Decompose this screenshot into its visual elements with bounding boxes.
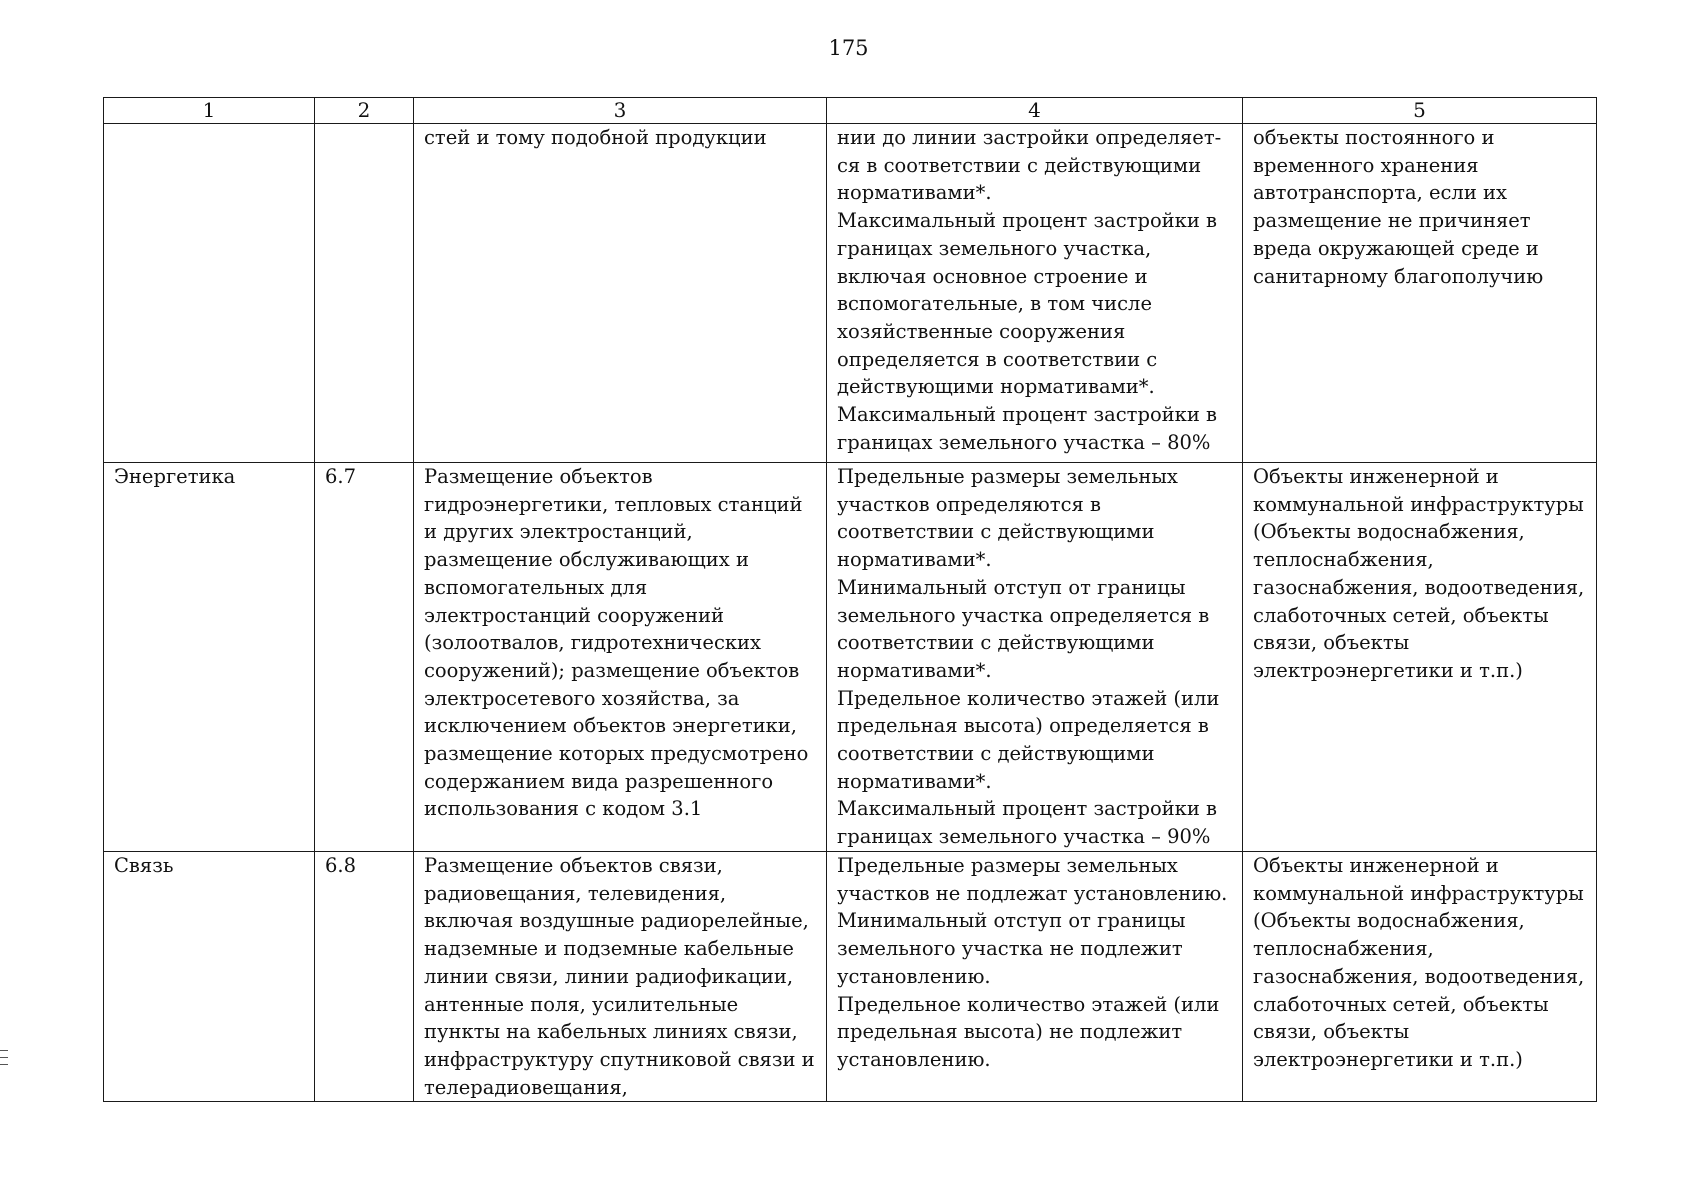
column-header: 3	[414, 98, 827, 124]
parameter-text: Минимальный отступ от границы земельного участка определяется в соответствии с действующими нормативами*.	[837, 575, 1210, 682]
description-text: Размещение объектов гидроэнергетики, тепловых станций и других электростанций, размещение обслуживающих и вспомогательных для электростанций сооружений (золоотвалов, гидротехнических сооружений); размещение объектов электросетевого хозяйства, за исключением объектов энергетики, размещение которых предусмотрено содержанием вида разрешенного использования с кодом 3.1	[424, 465, 809, 821]
page-number: 175	[828, 36, 869, 60]
table-row	[104, 463, 1597, 852]
binding-margin-marks	[0, 1050, 12, 1071]
parameters-cell	[827, 852, 1243, 1102]
parameter-text: нии до линии застройки определяет-ся в соответствии с действующими нормативами*.	[837, 126, 1222, 205]
column-header: 4	[827, 98, 1243, 124]
parameter-text: Предельное количество этажей (или предельная высота) не подлежит установлению.	[837, 992, 1220, 1071]
parameter-text: Минимальный отступ от границы земельного участка не подлежит установлению.	[837, 909, 1186, 988]
parameter-text: Предельные размеры земельных участков определяются в соответствии с действующими нормативами*.	[837, 465, 1178, 572]
use-description-cell	[414, 463, 827, 852]
table-header-row	[104, 98, 1597, 124]
objects-cell	[1243, 852, 1597, 1102]
use-code-cell	[315, 124, 414, 463]
use-description-cell	[414, 852, 827, 1102]
objects-text: объекты постоянного и временного хранения автотранспорта, если их размещение не причиняет вреда окружающей среде и санитарному благополучию	[1253, 126, 1544, 288]
parameter-text: Предельное количество этажей (или предельная высота) определяется в соответствии с действующими нормативами*.	[837, 686, 1220, 793]
column-header: 5	[1243, 98, 1597, 124]
description-text: стей и тому подобной продукции	[424, 126, 767, 149]
parameters-cell	[827, 124, 1243, 463]
parameters-cell	[827, 463, 1243, 852]
use-name-cell	[104, 124, 315, 463]
land-use-table	[103, 97, 1597, 1102]
parameter-text: Максимальный процент застройки в границах земельного участка – 90%	[837, 797, 1218, 849]
parameter-text: Предельные размеры земельных участков не подлежат установлению.	[837, 854, 1228, 905]
table-row	[104, 852, 1597, 1102]
objects-text: Объекты инженерной и коммунальной инфраструктуры (Объекты водоснабжения, теплоснабжения, газоснабжения, водоотведения, слаботочных сетей, объекты связи, объекты электроэнергетики и т.п.)	[1253, 465, 1585, 682]
column-header: 2	[315, 98, 414, 124]
use-code-cell: 6.8	[315, 852, 414, 1102]
use-name-cell: Энергетика	[104, 463, 315, 852]
parameter-text: Максимальный процент застройки в границах земельного участка – 80%	[837, 403, 1218, 454]
objects-cell	[1243, 124, 1597, 463]
objects-cell	[1243, 463, 1597, 852]
use-name-cell: Связь	[104, 852, 315, 1102]
description-text: Размещение объектов связи, радиовещания, телевидения, включая воздушные радиорелейные, надземные и подземные кабельные линии связи, линии радиофикации, антенные поля, усилительные пункты на кабельных линиях связи, инфраструктуру спутниковой связи и телерадиовещания,	[424, 854, 815, 1099]
column-header: 1	[104, 98, 315, 124]
objects-text: Объекты инженерной и коммунальной инфраструктуры (Объекты водоснабжения, теплоснабжения, газоснабжения, водоотведения, слаботочных сетей, объекты связи, объекты электроэнергетики и т.п.)	[1253, 854, 1585, 1071]
table-row	[104, 124, 1597, 463]
parameter-text: Максимальный процент застройки в границах земельного участка, включая основное строение и вспомогательные, в том числе хозяйственные сооружения определяется в соответствии с действующими нормативами*.	[837, 209, 1218, 399]
use-description-cell	[414, 124, 827, 463]
use-code-cell: 6.7	[315, 463, 414, 852]
